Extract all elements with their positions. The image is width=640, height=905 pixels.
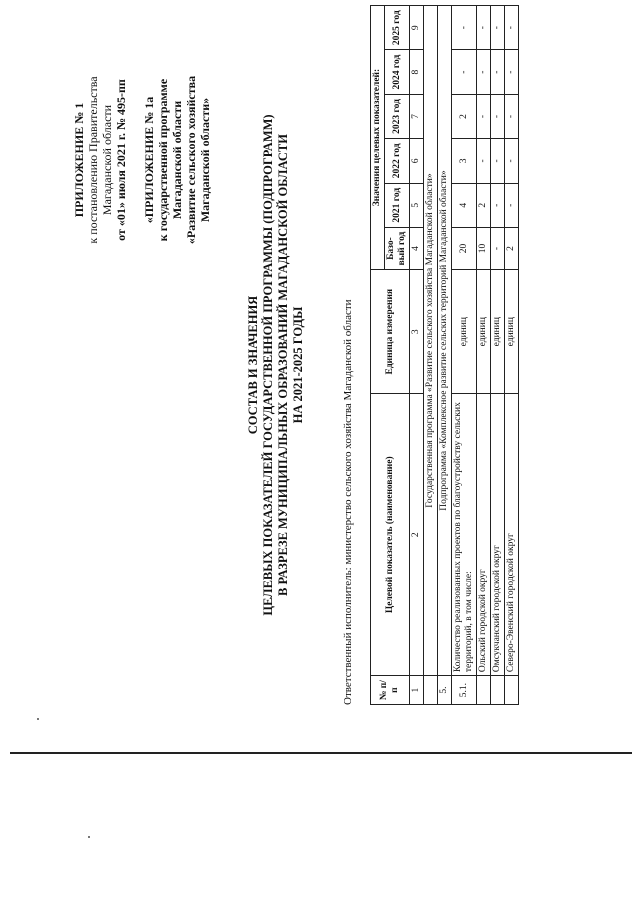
table-row: [505, 6, 519, 705]
header-year: 2022 год: [385, 139, 410, 183]
row-2023: -: [505, 94, 519, 138]
row-base: -: [491, 227, 505, 269]
row-unit: единиц: [505, 270, 519, 394]
row-unit: единиц: [477, 270, 491, 394]
header-indicator: Целевой показатель (наименование): [371, 394, 410, 676]
appendix-subtitle: «ПРИЛОЖЕНИЕ № 1а: [142, 96, 156, 224]
appendix-line: Магаданской области»: [198, 97, 212, 223]
row-base: 10: [477, 227, 491, 269]
row-num: [505, 676, 519, 705]
row-unit: единиц: [491, 270, 505, 394]
header-year: 2024 год: [385, 50, 410, 94]
col-number: 2: [410, 394, 424, 676]
responsible-executor: Ответственный исполнитель: министерство сельского хозяйства Магаданской области: [342, 299, 354, 705]
appendix-gap: [128, 10, 142, 310]
row-name: Ольский городской округ: [477, 394, 491, 676]
row-2023: -: [477, 94, 491, 138]
title-line: СОСТАВ И ЗНАЧЕНИЯ: [246, 295, 260, 435]
col-number: 3: [410, 270, 424, 394]
row-2025: -: [452, 6, 477, 50]
row-2023: -: [491, 94, 505, 138]
row-num: [477, 676, 491, 705]
row-name: Количество реализованных проектов по благоустройству сельских территорий, в том числе:: [452, 394, 477, 676]
row-2021: 2: [477, 183, 491, 227]
table-row: [491, 6, 505, 705]
col-number: 5: [410, 183, 424, 227]
subprogram-num: 5.: [438, 676, 452, 705]
program-row: [424, 6, 438, 705]
scan-speck: [88, 836, 90, 838]
col-number: 1: [410, 676, 424, 705]
row-num: [491, 676, 505, 705]
table-row: [477, 6, 491, 705]
row-2021: 4: [452, 183, 477, 227]
title-line: НА 2021-2025 ГОДЫ: [291, 306, 305, 424]
subprogram-row: [438, 6, 452, 705]
row-num: 5.1.: [452, 676, 477, 705]
col-number: 9: [410, 6, 424, 50]
row-name: Северо-Эвенский городской округ: [505, 394, 519, 676]
row-2024: -: [452, 50, 477, 94]
row-2024: -: [491, 50, 505, 94]
header-num: № п/п: [371, 676, 410, 705]
col-number: 4: [410, 227, 424, 269]
document-title: [246, 0, 306, 730]
row-2024: -: [505, 50, 519, 94]
row-2022: -: [505, 139, 519, 183]
row-name: Омсукчанский городской округ: [491, 394, 505, 676]
appendix-line: к постановлению Правительства: [86, 76, 100, 244]
row-2025: -: [491, 6, 505, 50]
appendix-block: [72, 10, 212, 310]
row-2024: -: [477, 50, 491, 94]
column-numbers-row: [410, 6, 424, 705]
program-name: Государственная программа «Развитие сельского хозяйства Магаданской области»: [424, 6, 438, 676]
col-number: 8: [410, 50, 424, 94]
row-2023: 2: [452, 94, 477, 138]
subprogram-name: Подпрограмма «Комплексное развитие сельских территорий Магаданской области»: [438, 6, 452, 676]
row-2025: -: [505, 6, 519, 50]
header-year: 2023 год: [385, 94, 410, 138]
appendix-line: «Развитие сельского хозяйства: [184, 75, 198, 245]
row-base: 20: [452, 227, 477, 269]
scan-speck: [37, 718, 39, 720]
col-number: 7: [410, 94, 424, 138]
horizontal-rule: [10, 752, 632, 754]
title-line: В РАЗРЕЗЕ МУНИЦИПАЛЬНЫХ ОБРАЗОВАНИЙ МАГАДАНСКОЙ ОБЛАСТИ: [276, 134, 290, 596]
row-2022: -: [491, 139, 505, 183]
row-base: 2: [505, 227, 519, 269]
table-header-row: [371, 6, 385, 705]
header-base-year: Базо-вый год: [385, 227, 410, 269]
appendix-line: от «01» июля 2021 г. № 495-пп: [114, 79, 128, 241]
col-number: 6: [410, 139, 424, 183]
appendix-line: к государственной программе: [156, 78, 170, 242]
row-2021: -: [491, 183, 505, 227]
appendix-line: Магаданской области: [170, 100, 184, 220]
row-2021: -: [505, 183, 519, 227]
row-2022: 3: [452, 139, 477, 183]
header-unit: Единица измерения: [371, 270, 410, 394]
row-unit: единиц: [452, 270, 477, 394]
header-year: 2025 год: [385, 6, 410, 50]
appendix-title: ПРИЛОЖЕНИЕ № 1: [72, 102, 86, 218]
appendix-line: Магаданской области: [100, 104, 114, 216]
program-num: [424, 676, 438, 705]
row-2025: -: [477, 6, 491, 50]
indicators-table: [370, 5, 519, 705]
table-row: [452, 6, 477, 705]
header-values-group: Значения целевых показателей:: [371, 6, 385, 270]
row-2022: -: [477, 139, 491, 183]
title-line: ЦЕЛЕВЫХ ПОКАЗАТЕЛЕЙ ГОСУДАРСТВЕННОЙ ПРОГРАММЫ (ПОДПРОГРАММ): [261, 114, 275, 616]
header-year: 2021 год: [385, 183, 410, 227]
